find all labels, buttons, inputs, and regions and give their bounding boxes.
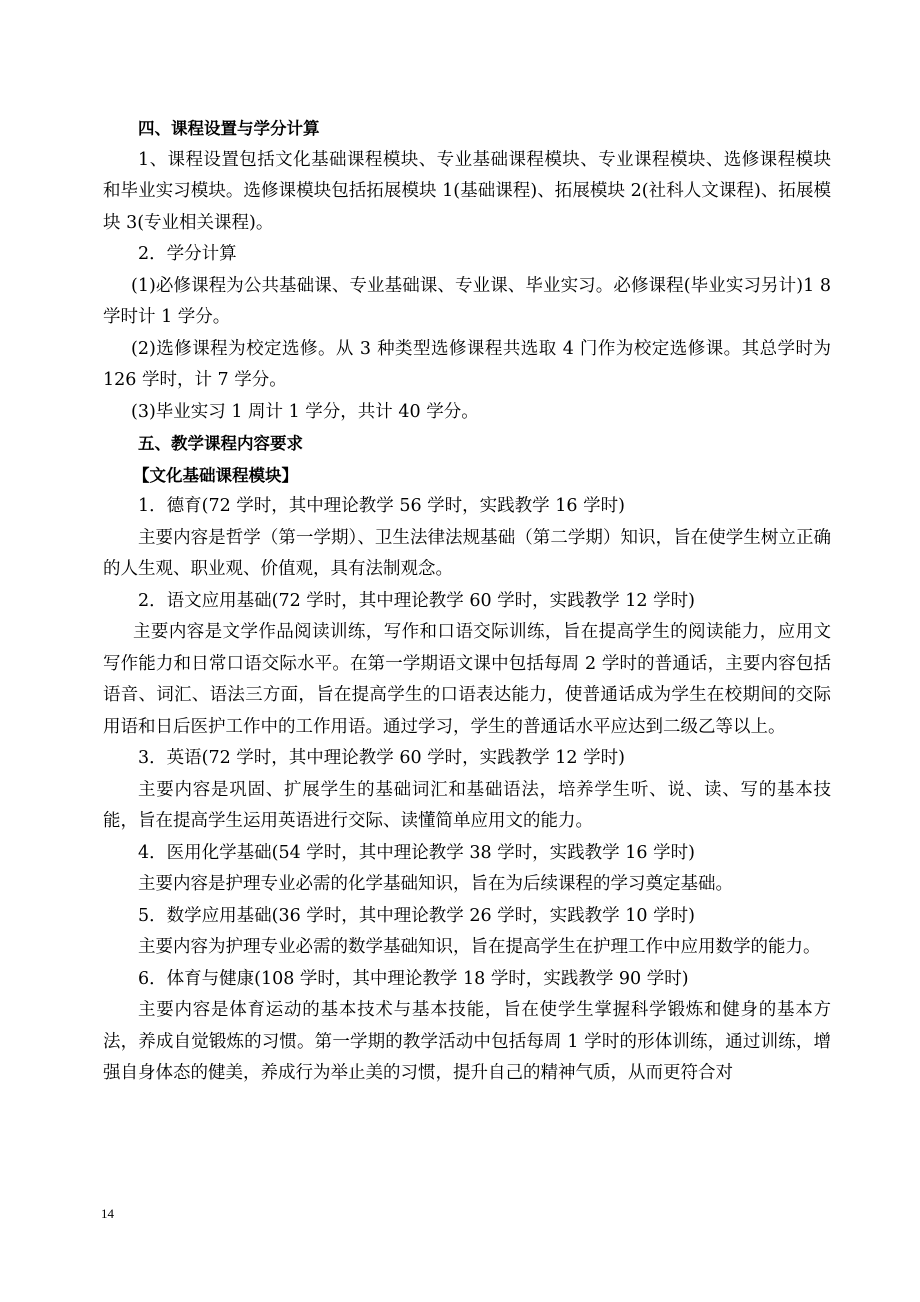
course-heading-chinese: 2．语文应用基础(72 学时，其中理论教学 60 学时，实践教学 12 学时) <box>138 590 695 611</box>
paragraph-pe: 主要内容是体育运动的基本技术与基本技能，旨在使学生掌握科学锻炼和健身的基本方法，养成自觉锻炼的习惯。第一学期的教学活动中包括每周 1 学时的形体训练，通过训练，增强自身体态的健美，养成行为举止美的习惯，提升自己的精神气质，从而更符合对 <box>103 1000 831 1083</box>
paragraph-required-courses: (1)必修课程为公共基础课、专业基础课、专业课、毕业实习。必修课程(毕业实习另计)1 8 学时计 1 学分。 <box>103 275 831 327</box>
paragraph-math: 主要内容为护理专业必需的数学基础知识，旨在提高学生在护理工作中应用数学的能力。 <box>138 937 821 957</box>
paragraph-elective-courses: (2)选修课程为校定选修。从 3 种类型选修课程共选取 4 门作为校定选修课。其总学时为 126 学时，计 7 学分。 <box>103 338 831 390</box>
module-heading-culture-basics: 【文化基础课程模块】 <box>133 465 298 485</box>
paragraph-chemistry: 主要内容是护理专业必需的化学基础知识，旨在为后续课程的学习奠定基础。 <box>138 874 733 894</box>
paragraph-moral-education: 主要内容是哲学（第一学期）、卫生法律法规基础（第二学期）知识，旨在使学生树立正确的人生观、职业观、价值观，具有法制观念。 <box>103 527 831 579</box>
course-heading-moral-education: 1．德育(72 学时，其中理论教学 56 学时，实践教学 16 学时) <box>138 496 625 516</box>
course-heading-pe: 6．体育与健康(108 学时，其中理论教学 18 学时，实践教学 90 学时) <box>138 968 689 989</box>
paragraph-course-modules: 1、课程设置包括文化基础课程模块、专业基础课程模块、专业课程模块、选修课程模块和毕业实习模块。选修课模块包括拓展模块 1(基础课程)、拓展模块 2(社科人文课程)、拓展模块 3(专业相关课程)。 <box>103 149 831 233</box>
paragraph-english: 主要内容是巩固、扩展学生的基础词汇和基础语法，培养学生听、说、读、写的基本技能，旨在提高学生运用英语进行交际、读懂简单应用文的能力。 <box>103 779 831 831</box>
course-heading-chemistry: 4．医用化学基础(54 学时，其中理论教学 38 学时，实践教学 16 学时) <box>138 842 695 863</box>
section-heading-course-content: 五、教学课程内容要求 <box>138 434 303 453</box>
paragraph-internship-credit: (3)毕业实习 1 周计 1 学分，共计 40 学分。 <box>131 401 479 422</box>
section-heading-course-setup: 四、课程设置与学分计算 <box>138 119 320 138</box>
paragraph-chinese: 主要内容是文学作品阅读训练，写作和口语交际训练，旨在提高学生的阅读能力，应用文写作能力和日常口语交际水平。在第一学期语文课中包括每周 2 学时的普通话，主要内容包括语音、词汇、语法三方面，旨在提高学生的口语表达能力，使普通话成为学生在校期间的交际用语和日后医护工作中的工作用语。通过学习，学生的普通话水平应达到二级乙等以上。 <box>103 622 831 737</box>
course-heading-math: 5．数学应用基础(36 学时，其中理论教学 26 学时，实践教学 10 学时) <box>138 905 695 926</box>
document-body <box>103 113 831 1090</box>
paragraph-credit-heading: 2．学分计算 <box>138 244 237 264</box>
page-number: 14 <box>101 1206 114 1221</box>
course-heading-english: 3．英语(72 学时，其中理论教学 60 学时，实践教学 12 学时) <box>138 748 625 768</box>
